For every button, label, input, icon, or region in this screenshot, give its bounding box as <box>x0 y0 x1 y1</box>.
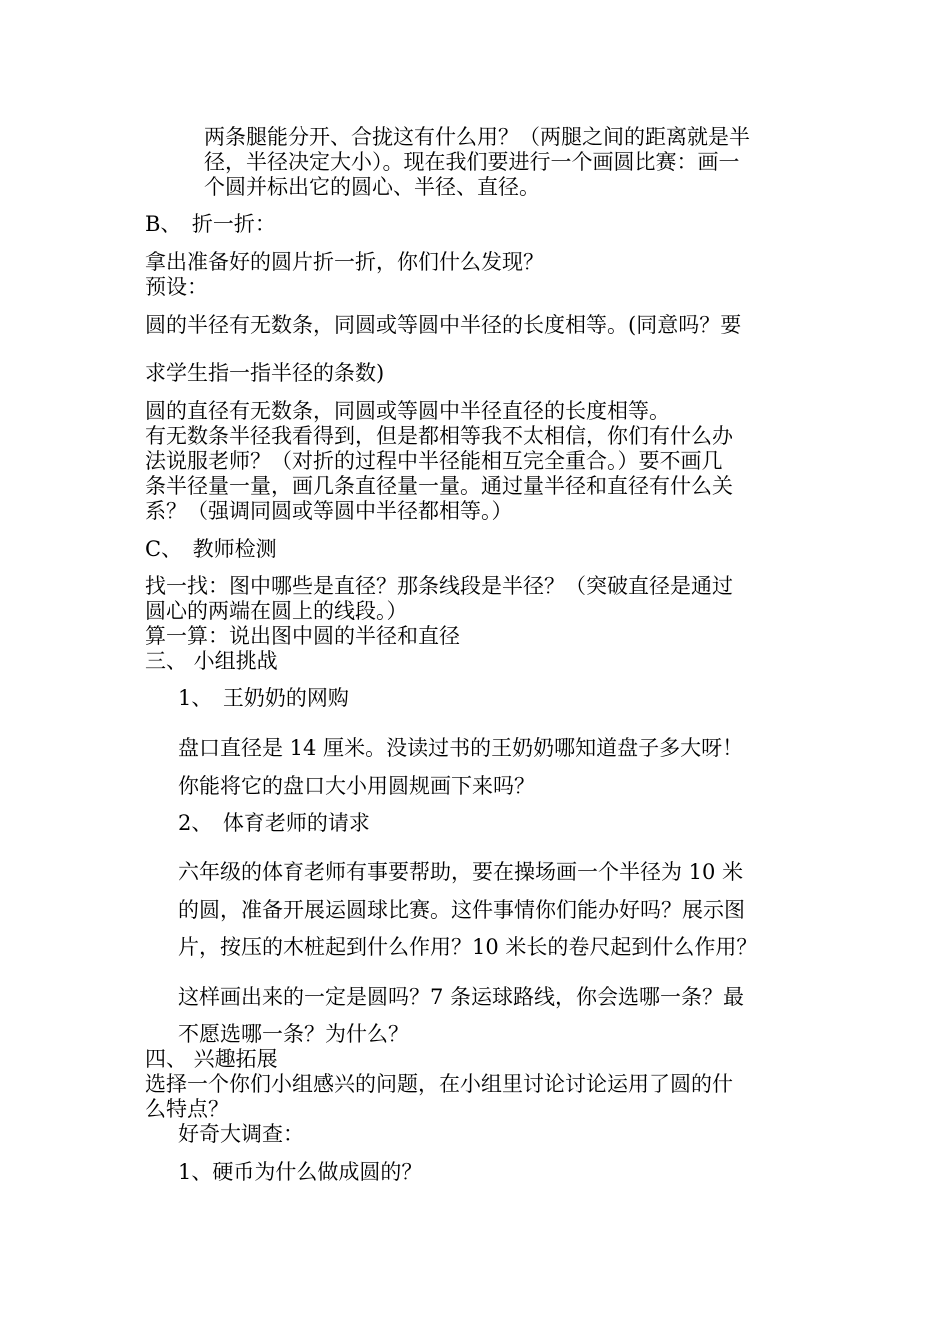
section-heading: C、 教师检测 <box>145 537 277 561</box>
subsection-heading: 1、 王奶奶的网购 <box>178 686 349 710</box>
text-line: 不愿选哪一条？为什么？ <box>178 1022 409 1046</box>
text-line: 选择一个你们小组感兴的问题，在小组里讨论讨论运用了圆的什 <box>145 1072 733 1096</box>
text-line: 两条腿能分开、合拢这有什么用？（两腿之间的距离就是半 <box>204 125 750 149</box>
text-line: 片，按压的木桩起到什么作用？10 米长的卷尺起到什么作用？ <box>178 935 758 959</box>
text-line: 预设： <box>145 275 208 299</box>
section-heading: 四、 兴趣拓展 <box>145 1047 278 1071</box>
text-line: 你能将它的盘口大小用圆规画下来吗？ <box>178 774 535 798</box>
text-line: 条半径量一量，画几条直径量一量。通过量半径和直径有什么关 <box>145 474 733 498</box>
text-line: 盘口直径是 14 厘米。没读过书的王奶奶哪知道盘子多大呀！ <box>178 736 744 760</box>
text-line: 圆心的两端在圆上的线段。） <box>145 599 408 623</box>
text-line: 径，半径决定大小）。现在我们要进行一个画圆比赛：画一 <box>204 150 740 174</box>
text-line: 求学生指一指半径的条数) <box>145 361 385 385</box>
text-line: 个圆并标出它的圆心、半径、直径。 <box>204 175 540 199</box>
text-line: 找一找：图中哪些是直径？那条线段是半径？（突破直径是通过 <box>145 574 733 598</box>
text-line: 好奇大调查： <box>178 1122 304 1146</box>
text-line: 有无数条半径我看得到，但是都相等我不太相信，你们有什么办 <box>145 424 733 448</box>
text-line: 么特点？ <box>145 1097 229 1121</box>
text-line: 六年级的体育老师有事要帮助，要在操场画一个半径为 10 米 <box>178 860 744 884</box>
text-line: 系？（强调同圆或等圆中半径都相等。） <box>145 499 513 523</box>
section-heading: B、 折一折： <box>145 212 276 236</box>
text-line: 的圆，准备开展运圆球比赛。这件事情你们能办好吗？展示图 <box>178 898 745 922</box>
text-line: 1、硬币为什么做成圆的？ <box>178 1160 423 1184</box>
text-line: 这样画出来的一定是圆吗？7 条运球路线，你会选哪一条？最 <box>178 985 745 1009</box>
text-line: 拿出准备好的圆片折一折，你们什么发现？ <box>145 250 544 274</box>
text-line: 圆的半径有无数条，同圆或等圆中半径的长度相等。(同意吗？要 <box>145 313 742 337</box>
text-line: 算一算：说出图中圆的半径和直径 <box>145 624 460 648</box>
text-line: 法说服老师？（对折的过程中半径能相互完全重合。）要不画几 <box>145 449 723 473</box>
section-heading: 三、 小组挑战 <box>145 649 278 673</box>
text-line: 圆的直径有无数条，同圆或等圆中半径直径的长度相等。 <box>145 399 670 423</box>
subsection-heading: 2、 体育老师的请求 <box>178 811 370 835</box>
